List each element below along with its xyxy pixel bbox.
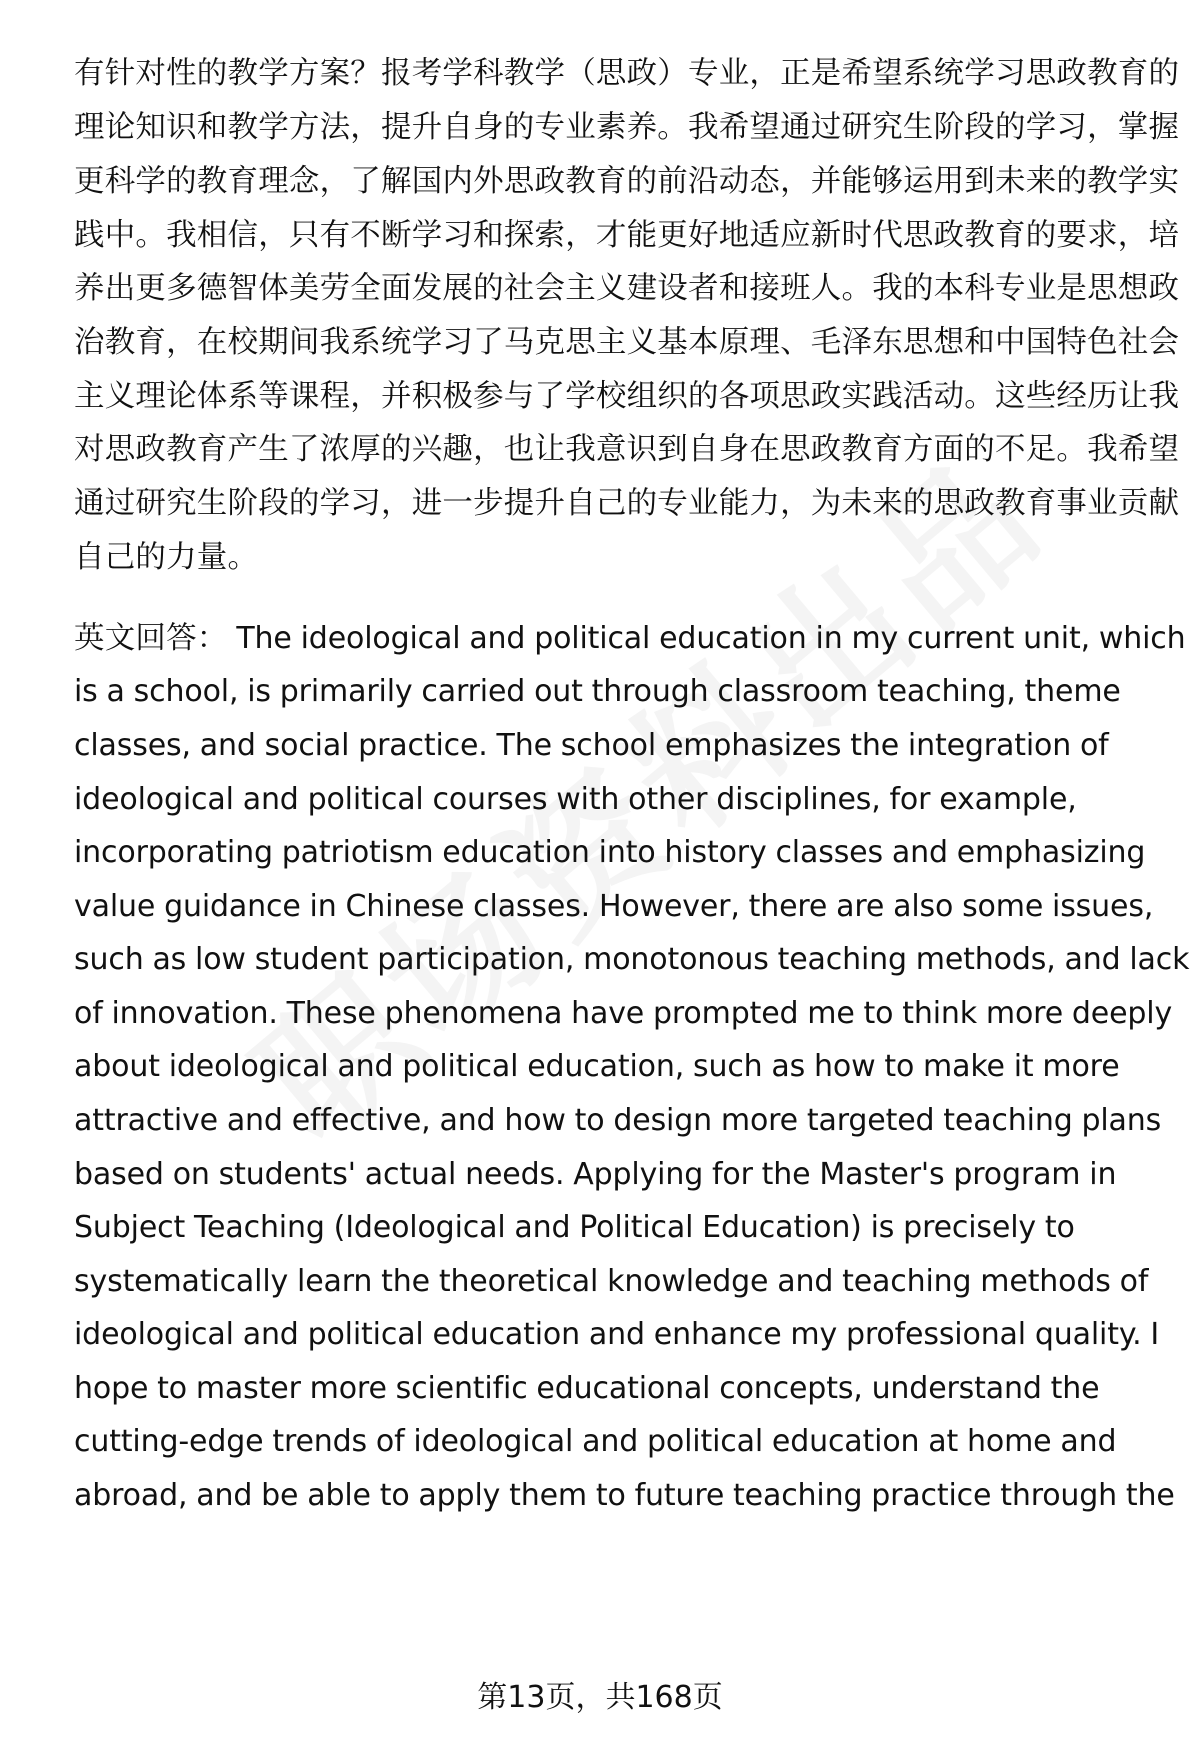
paragraph-line: ideological and political education and enhance my professional quality. I — [74, 1317, 1160, 1352]
paragraph-line: attractive and effective, and how to design more targeted teaching plans — [74, 1103, 1162, 1138]
paragraph-line: 践中。我相信，只有不断学习和探索，才能更好地适应新时代思政教育的要求，培 — [74, 218, 1180, 253]
paragraph-line: about ideological and political education, such as how to make it more — [74, 1049, 1120, 1084]
paragraph-line: 自己的力量。 — [74, 540, 259, 575]
paragraph-line: hope to master more scientific educational concepts, understand the — [74, 1371, 1100, 1406]
paragraph-line: value guidance in Chinese classes. However, there are also some issues, — [74, 889, 1154, 924]
paragraph-line: 有针对性的教学方案？报考学科教学（思政）专业，正是希望系统学习思政教育的 — [74, 56, 1180, 91]
paragraph-line: 对思政教育产生了浓厚的兴趣，也让我意识到自身在思政教育方面的不足。我希望 — [74, 432, 1180, 467]
paragraph-line: based on students' actual needs. Applying for the Master's program in — [74, 1157, 1117, 1192]
paragraph-line: 通过研究生阶段的学习，进一步提升自己的专业能力，为未来的思政教育事业贡献 — [74, 486, 1180, 521]
paragraph-line: cutting-edge trends of ideological and political education at home and — [74, 1424, 1117, 1459]
paragraph-line: 理论知识和教学方法，提升自身的专业素养。我希望通过研究生阶段的学习，掌握 — [74, 110, 1180, 145]
paragraph-line: 更科学的教育理念，了解国内外思政教育的前沿动态，并能够运用到未来的教学实 — [74, 164, 1180, 199]
paragraph-line: systematically learn the theoretical knowledge and teaching methods of — [74, 1264, 1149, 1299]
paragraph-line: 治教育，在校期间我系统学习了马克思主义基本原理、毛泽东思想和中国特色社会 — [74, 325, 1180, 360]
paragraph-line: of innovation. These phenomena have prompted me to think more deeply — [74, 996, 1173, 1031]
english-answer-first-line — [74, 609, 1186, 669]
english-answer-label: 英文回答： — [74, 621, 228, 656]
paragraph-line: ideological and political courses with other disciplines, for example, — [74, 782, 1077, 817]
paragraph-line: abroad, and be able to apply them to future teaching practice through the — [74, 1478, 1175, 1513]
paragraph-line: Subject Teaching (Ideological and Political Education) is precisely to — [74, 1210, 1075, 1245]
paragraph-line: classes, and social practice. The school emphasizes the integration of — [74, 728, 1109, 763]
paragraph-line: incorporating patriotism education into history classes and emphasizing — [74, 835, 1146, 870]
paragraph-line: such as low student participation, monotonous teaching methods, and lack — [74, 942, 1190, 977]
paragraph-line: is a school, is primarily carried out through classroom teaching, theme — [74, 674, 1121, 709]
paragraph-line: 养出更多德智体美劳全面发展的社会主义建设者和接班人。我的本科专业是思想政 — [74, 271, 1180, 306]
english-answer-text: The ideological and political education in my current unit, which — [227, 621, 1186, 656]
page-number-footer: 第13页，共168页 — [477, 1680, 723, 1715]
paragraph-line: 主义理论体系等课程，并积极参与了学校组织的各项思政实践活动。这些经历让我 — [74, 379, 1180, 414]
